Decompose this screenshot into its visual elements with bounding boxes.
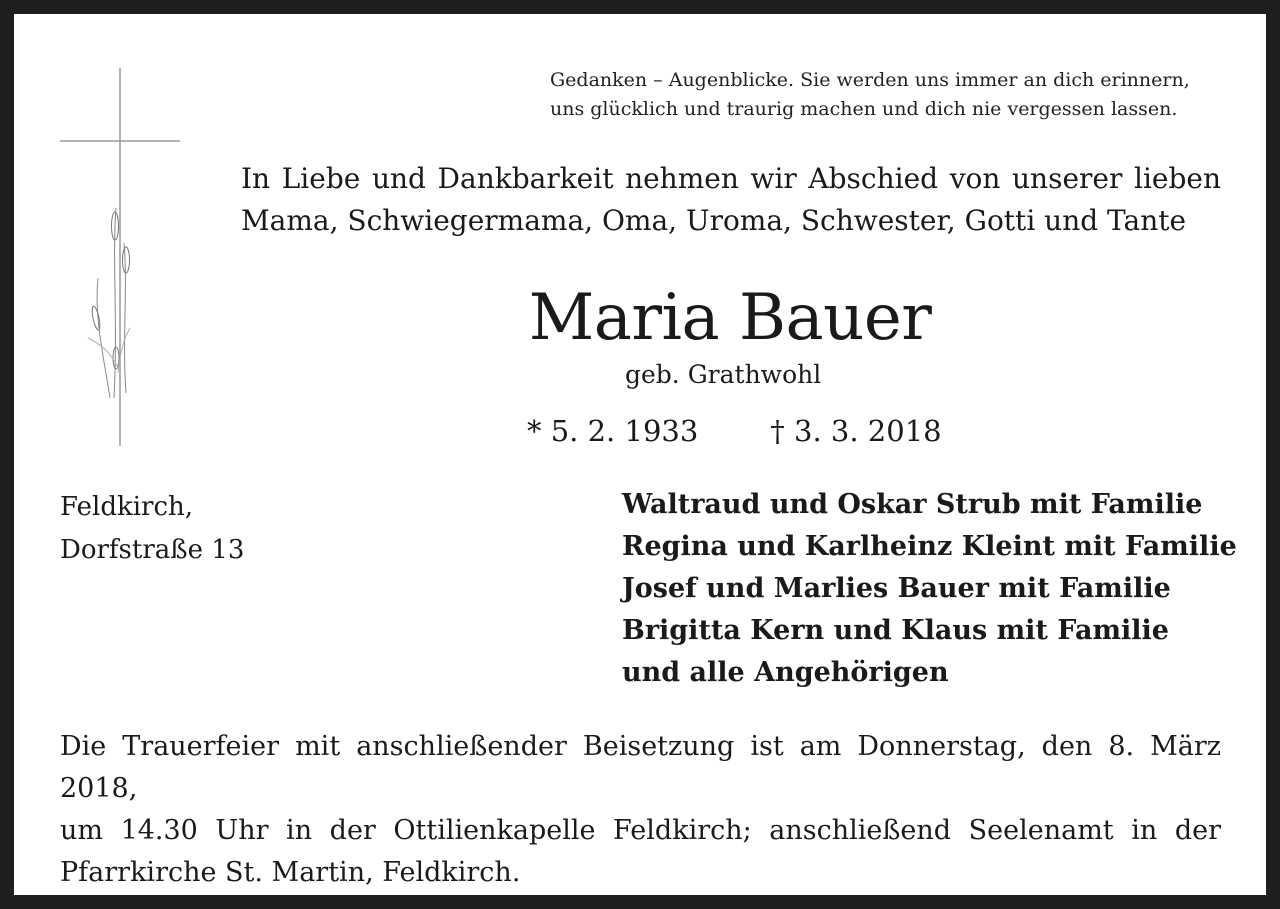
mourners-list (622, 484, 1237, 694)
address-line: Dorfstraße 13 (60, 535, 245, 565)
intro-line: In Liebe und Dankbarkeit nehmen wir Abschied von unserer lieben (241, 162, 1221, 195)
quote-line: uns glücklich und traurig machen und dich nie vergessen lassen. (550, 98, 1178, 120)
service-line: Die Trauerfeier mit anschließender Beisetzung ist am Donnerstag, den 8. März 2018, (60, 731, 1221, 804)
quote-line: Gedanken – Augenblicke. Sie werden uns immer an dich erinnern, (550, 69, 1190, 91)
mourner-entry: Waltraud und Oskar Strub mit Familie (622, 489, 1203, 520)
death-date: † 3. 3. 2018 (770, 414, 942, 448)
service-line: Pfarrkirche St. Martin, Feldkirch. (60, 857, 521, 888)
intro-text (241, 158, 1221, 242)
maiden-name: geb. Grathwohl (625, 360, 822, 389)
mourner-entry: Josef und Marlies Bauer mit Familie (622, 573, 1171, 604)
deceased-name: Maria Bauer (528, 281, 932, 355)
mourner-entry: und alle Angehörigen (622, 657, 949, 688)
obituary-card (14, 14, 1266, 895)
address-line: Feldkirch, (60, 492, 194, 522)
intro-line: Mama, Schwiegermama, Oma, Uroma, Schwester, Gotti und Tante (241, 204, 1187, 237)
memorial-quote (550, 66, 1190, 124)
address-block (60, 486, 244, 572)
life-dates (527, 412, 942, 450)
funeral-service-info (60, 726, 1221, 894)
birth-date: * 5. 2. 1933 (527, 414, 699, 448)
service-line: um 14.30 Uhr in der Ottilienkapelle Feldkirch; anschließend Seelenamt in der (60, 815, 1221, 846)
mourner-entry: Brigitta Kern und Klaus mit Familie (622, 615, 1169, 646)
mourner-entry: Regina und Karlheinz Kleint mit Familie (622, 531, 1237, 562)
cross-with-wheat-icon (58, 68, 188, 446)
